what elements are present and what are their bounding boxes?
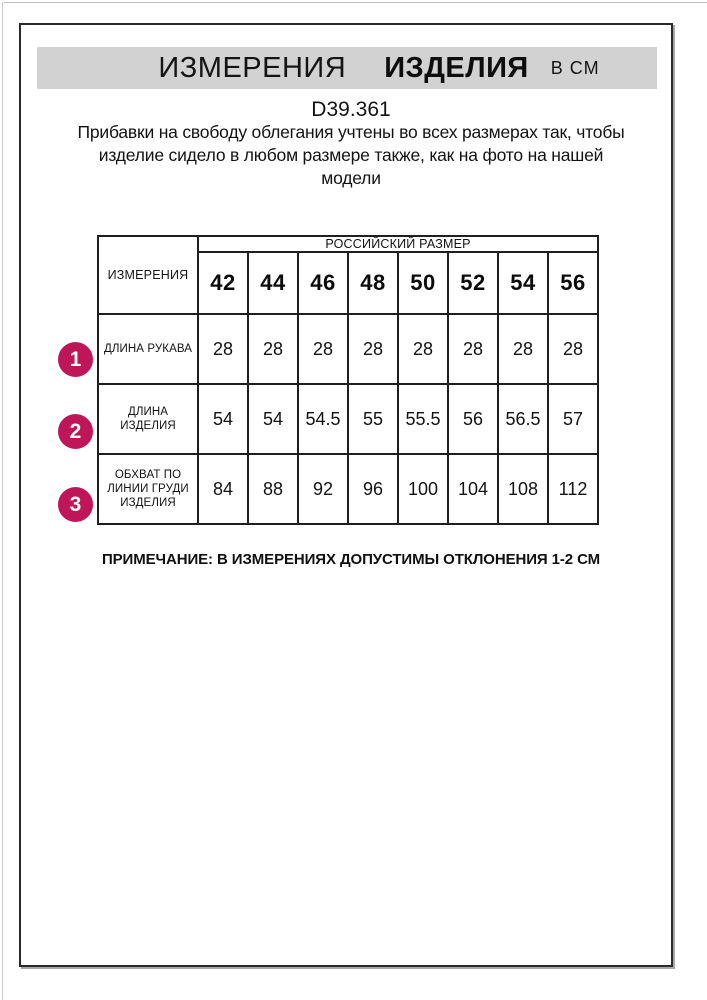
corner-header-cell: ИЗМЕРЕНИЯ [98, 236, 198, 314]
value-cell: 56 [448, 384, 498, 454]
value-cell: 28 [548, 314, 598, 384]
row-label: ДЛИНА РУКАВА [98, 314, 198, 384]
row-marker-2: 2 [58, 414, 93, 449]
title-measurements: ИЗМЕРЕНИЯ [158, 51, 347, 84]
title-bar [37, 47, 657, 89]
description-line: модели [321, 168, 381, 188]
value-cell: 28 [448, 314, 498, 384]
table-row-chest-girth [98, 454, 598, 524]
title-unit: В СМ [550, 57, 600, 78]
product-code: D39.361 [311, 98, 391, 121]
value-cell: 28 [498, 314, 548, 384]
value-cell: 54 [198, 384, 248, 454]
value-cell: 96 [348, 454, 398, 524]
value-cell: 28 [298, 314, 348, 384]
size-table-container [97, 235, 599, 525]
size-header-cell: 46 [298, 252, 348, 314]
value-cell: 55.5 [398, 384, 448, 454]
value-cell: 28 [248, 314, 298, 384]
size-table [97, 235, 599, 525]
value-cell: 112 [548, 454, 598, 524]
value-cell: 55 [348, 384, 398, 454]
value-cell: 54.5 [298, 384, 348, 454]
value-cell: 28 [198, 314, 248, 384]
size-header-cell: 50 [398, 252, 448, 314]
value-cell: 92 [298, 454, 348, 524]
scan-edge-top [4, 2, 707, 3]
row-label: ОБХВАТ ПО ЛИНИИ ГРУДИ ИЗДЕЛИЯ [98, 454, 198, 524]
size-header-cell: 48 [348, 252, 398, 314]
value-cell: 88 [248, 454, 298, 524]
size-header-cell: 56 [548, 252, 598, 314]
value-cell: 84 [198, 454, 248, 524]
value-cell: 108 [498, 454, 548, 524]
value-cell: 56.5 [498, 384, 548, 454]
value-cell: 57 [548, 384, 598, 454]
row-marker-1: 1 [58, 342, 93, 377]
size-header-cell: 42 [198, 252, 248, 314]
table-row-sleeve-length [98, 314, 598, 384]
title-product: ИЗДЕЛИЯ [384, 51, 529, 84]
description-line: Прибавки на свободу облегания учтены во всех размерах так, чтобы [77, 122, 625, 142]
size-header-cell: 54 [498, 252, 548, 314]
row-marker-3: 3 [58, 487, 93, 522]
value-cell: 104 [448, 454, 498, 524]
russian-size-header-cell: РОССИЙСКИЙ РАЗМЕР [198, 236, 598, 252]
size-header-cell: 52 [448, 252, 498, 314]
value-cell: 54 [248, 384, 298, 454]
scan-edge-left [2, 2, 3, 1000]
note-text: ПРИМЕЧАНИЕ: В ИЗМЕРЕНИЯХ ДОПУСТИМЫ ОТКЛОНЕНИЯ 1-2 СМ [101, 551, 601, 568]
size-header-cell: 44 [248, 252, 298, 314]
row-label: ДЛИНА ИЗДЕЛИЯ [98, 384, 198, 454]
description-line: изделие сидело в любом размере также, как на фото на нашей [98, 145, 604, 165]
table-row-item-length [98, 384, 598, 454]
product-description [29, 121, 673, 190]
value-cell: 28 [348, 314, 398, 384]
value-cell: 100 [398, 454, 448, 524]
value-cell: 28 [398, 314, 448, 384]
